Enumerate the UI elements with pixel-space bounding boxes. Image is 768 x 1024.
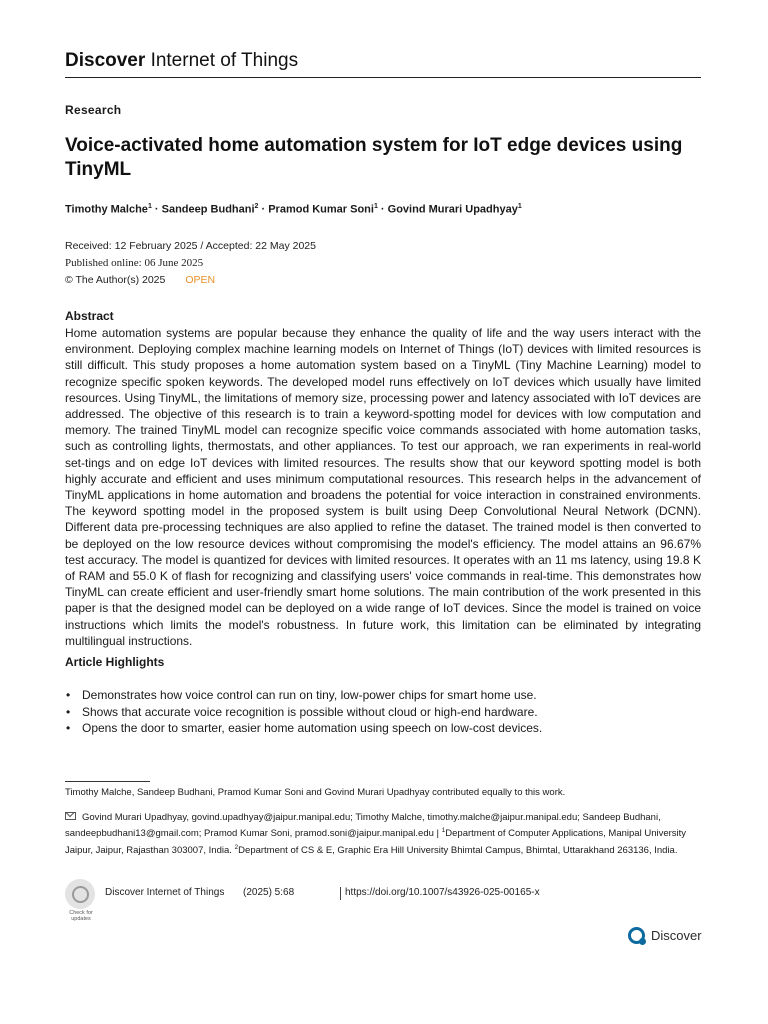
publisher-logo[interactable] (628, 927, 702, 944)
abstract-heading: Abstract (65, 309, 114, 323)
publisher-brand: Discover (651, 928, 702, 943)
envelope-icon (65, 812, 76, 820)
check-for-updates-icon[interactable] (65, 879, 95, 909)
abstract-text: Home automation systems are popular because they enhance the quality of life and the way users interact with the environment. Deploying complex machine learning models on Internet of Things (IoT) devices with limited resources is still difficult. This study proposes a home automation system based on a TinyML (Tiny Machine Learning) model to recognize specific spoken keywords. The developed model runs effectively on IoT devices which usually have limited resources. Using TinyML, the limitations of memory size, processing power and latency associated with IoT devices are addressed. The objective of this research is to train a keyword-spotting model for devices with low computation and memory. The trained TinyML model can recognize specific voice commands associated with home automation tasks, such as controlling lights, thermostats, and other appliances. To test our approach, we ran experiments in real-world set-tings and on edge IoT devices with limited resources. The results show that our keyword spotting model is both highly accurate and efficient and uses minimum computational resources. This research helps in the advancement of TinyML applications in home automation and broadens the potential for voice interaction in constrained environments. The keyword spotting model in the proposed system is built using Deep Convolutional Neural Network (DCNN). Different data pre-processing techniques are also applied to refine the dataset. The trained model is then converted to be deployed on the low resource devices without compromising the model's efficiency. The model attains an 96.67% test accuracy. The model is quantized for devices with limited resources. It operates with an 11 ms latency, using 19.8 K of RAM and 55.0 K of flash for recognizing and classifying users' voice commands in real-time. This demonstrates how TinyML can create efficient and user-friendly smart home solutions. The main contribution of the work presented in this paper is that the designed model can be deployed on a wide range of IoT devices. Since the model is trained on voice instructions which limits the model's robustness. In future work, this limitation can be eliminated by integrating multilingual instructions. (65, 326, 701, 648)
discover-logo-icon (628, 927, 645, 944)
author-list (65, 203, 522, 216)
author-affiliation-ref: 1 (517, 203, 522, 210)
article-type: Research (65, 103, 122, 117)
header-rule (65, 77, 701, 78)
check-for-updates-label[interactable]: Check for updates (69, 910, 93, 922)
open-access-badge[interactable]: OPEN (185, 274, 216, 286)
published-date: Published online: 06 June 2025 (65, 257, 204, 269)
affiliation-1-marker: 1 (441, 827, 446, 835)
journal-brand-rest: Internet of Things (150, 50, 299, 71)
copyright-line (65, 274, 215, 286)
author-affiliation-ref: 1 (147, 203, 152, 210)
copyright-text: © The Author(s) 2025 (65, 274, 166, 286)
footnote-rule (65, 781, 150, 782)
citation-divider (340, 887, 341, 900)
author-name[interactable]: Timothy Malche (65, 203, 148, 216)
contribution-note: Timothy Malche, Sandeep Budhani, Pramod Kumar Soni and Govind Murari Upadhyay contributed equally to this work. (65, 787, 566, 798)
received-accepted-date: Received: 12 February 2025 / Accepted: 22 May 2025 (65, 240, 316, 252)
author-affiliation-ref: 1 (373, 203, 378, 210)
author-separator: · (377, 203, 388, 216)
list-item: • Shows that accurate voice recognition is possible without cloud or high-end hardware. (65, 704, 701, 721)
highlights-list (65, 687, 701, 737)
list-item: • Demonstrates how voice control can run on tiny, low-power chips for smart home use. (65, 687, 701, 704)
author-name[interactable]: Govind Murari Upadhyay (387, 203, 518, 216)
author-emails[interactable]: Govind Murari Upadhyay, govind.upadhyay@jaipur.manipal.edu; Timothy Malche, timothy.malche@jaipur.manipal.edu; Sandeep Budhani, sandeepbudhani13@gmail.com; Pramod Kumar Soni, pramod.soni@jaipur.manipal.edu | (65, 812, 661, 840)
highlights-heading: Article Highlights (65, 655, 165, 669)
list-item: • Opens the door to smarter, easier home automation using speech on low-cost devices. (65, 720, 701, 737)
author-name[interactable]: Pramod Kumar Soni (268, 203, 374, 216)
affiliation-2: Department of CS & E, Graphic Era Hill University Bhimtal Campus, Bhimtal, Uttarakhand 263136, India. (238, 844, 678, 856)
journal-name (65, 50, 298, 72)
citation-volume: (2025) 5:68 (243, 887, 295, 898)
affiliation-2-marker: 2 (234, 843, 239, 851)
affiliation-1: Department of Computer Applications, Manipal University Jaipur, Jaipur, Rajasthan 303007, India. (65, 828, 687, 856)
author-name[interactable]: Sandeep Budhani (161, 203, 255, 216)
citation-journal: Discover Internet of Things (105, 887, 225, 898)
doi-link[interactable]: https://doi.org/10.1007/s43926-025-00165-x (345, 887, 540, 898)
journal-brand-bold: Discover (65, 50, 146, 71)
author-affiliation-ref: 2 (254, 203, 259, 210)
author-separator: · (258, 203, 269, 216)
article-title: Voice-activated home automation system for IoT edge devices using TinyML (65, 135, 683, 180)
author-separator: · (151, 203, 162, 216)
correspondence-block (65, 811, 701, 857)
